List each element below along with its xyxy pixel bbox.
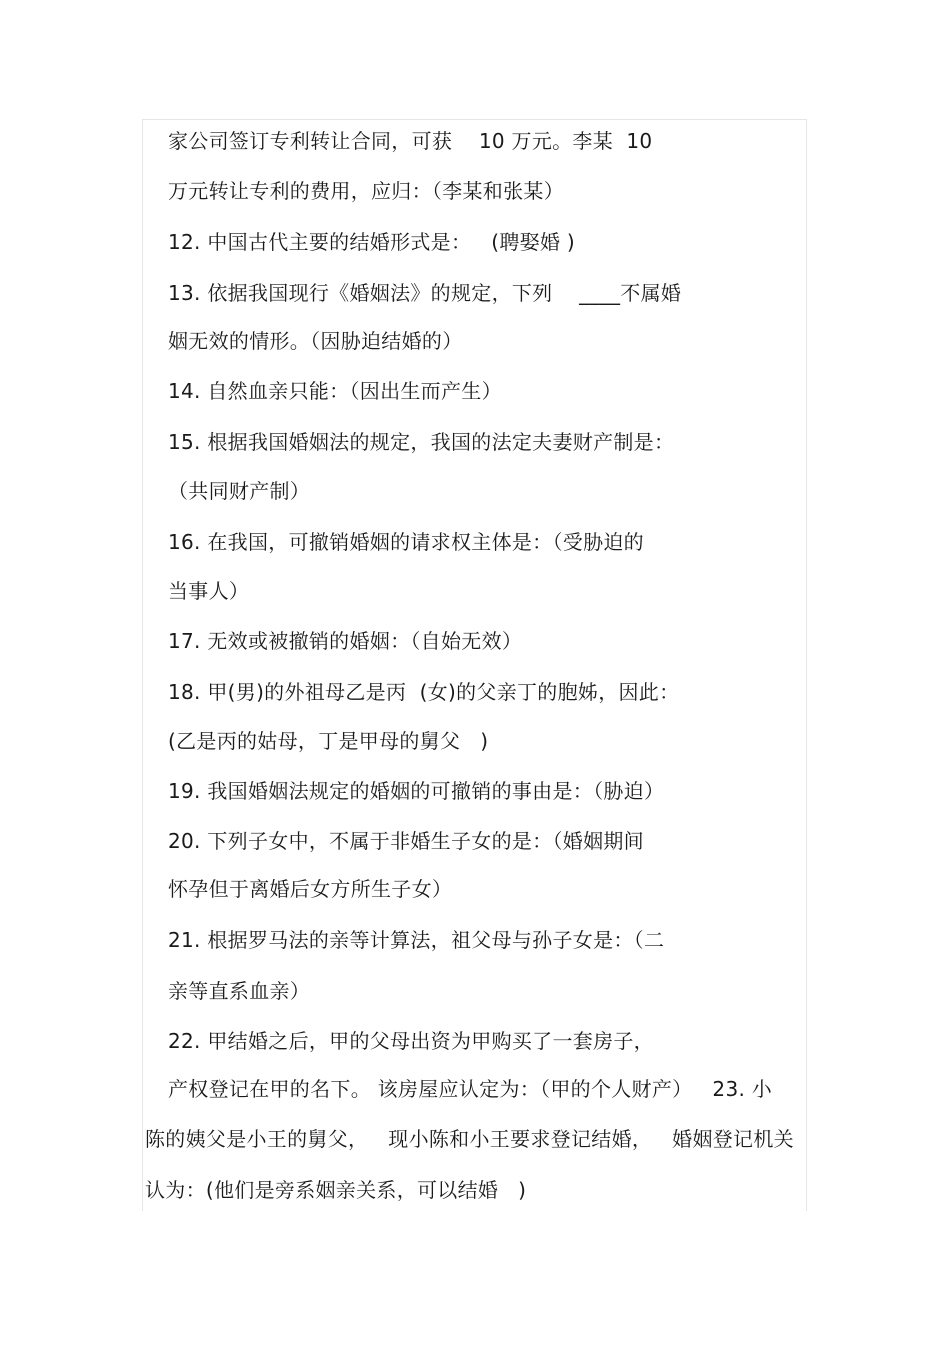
text-line-5: 姻无效的情形。（因胁迫结婚的） xyxy=(168,329,463,353)
text-line-6: 14. 自然血亲只能：（因出生而产生） xyxy=(168,379,502,403)
text-line-21: 陈的姨父是小王的舅父， 现小陈和小王要求登记结婚， 婚姻登记机关 xyxy=(145,1127,794,1151)
text-line-22: 认为：(他们是旁系姻亲关系，可以结婚 ) xyxy=(145,1178,527,1202)
text-line-1: 家公司签订专利转让合同，可获 10 万元。李某 10 xyxy=(168,129,653,153)
text-line-9: 16. 在我国，可撤销婚姻的请求权主体是：（受胁迫的 xyxy=(168,530,644,554)
text-line-11: 17. 无效或被撤销的婚姻：（自始无效） xyxy=(168,629,523,653)
text-line-2: 万元转让专利的费用，应归：（李某和张某） xyxy=(168,179,564,203)
text-line-7: 15. 根据我国婚姻法的规定，我国的法定夫妻财产制是： xyxy=(168,430,675,454)
text-line-17: 21. 根据罗马法的亲等计算法，祖父母与孙子女是：（二 xyxy=(168,928,665,952)
text-line-4: 13. 依据我国现行《婚姻法》的规定，下列 ____不属婚 xyxy=(168,281,682,305)
text-line-14: 19. 我国婚姻法规定的婚姻的可撤销的事由是：（胁迫） xyxy=(168,779,665,803)
text-line-13: (乙是丙的姑母，丁是甲母的舅父 ) xyxy=(168,729,489,753)
text-line-18: 亲等直系血亲） xyxy=(168,979,311,1003)
text-line-10: 当事人） xyxy=(168,579,250,603)
text-line-12: 18. 甲(男)的外祖母乙是丙 (女)的父亲丁的胞姊，因此： xyxy=(168,680,680,704)
text-line-16: 怀孕但于离婚后女方所生子女） xyxy=(168,877,453,901)
text-line-19: 22. 甲结婚之后，甲的父母出资为甲购买了一套房子， xyxy=(168,1029,654,1053)
text-line-15: 20. 下列子女中，不属于非婚生子女的是：（婚姻期间 xyxy=(168,829,644,853)
text-line-20: 产权登记在甲的名下。 该房屋应认定为：（甲的个人财产） 23. 小 xyxy=(168,1077,773,1101)
text-line-8: （共同财产制） xyxy=(168,479,311,503)
text-line-3: 12. 中国古代主要的结婚形式是： (聘娶婚 ) xyxy=(168,230,575,254)
